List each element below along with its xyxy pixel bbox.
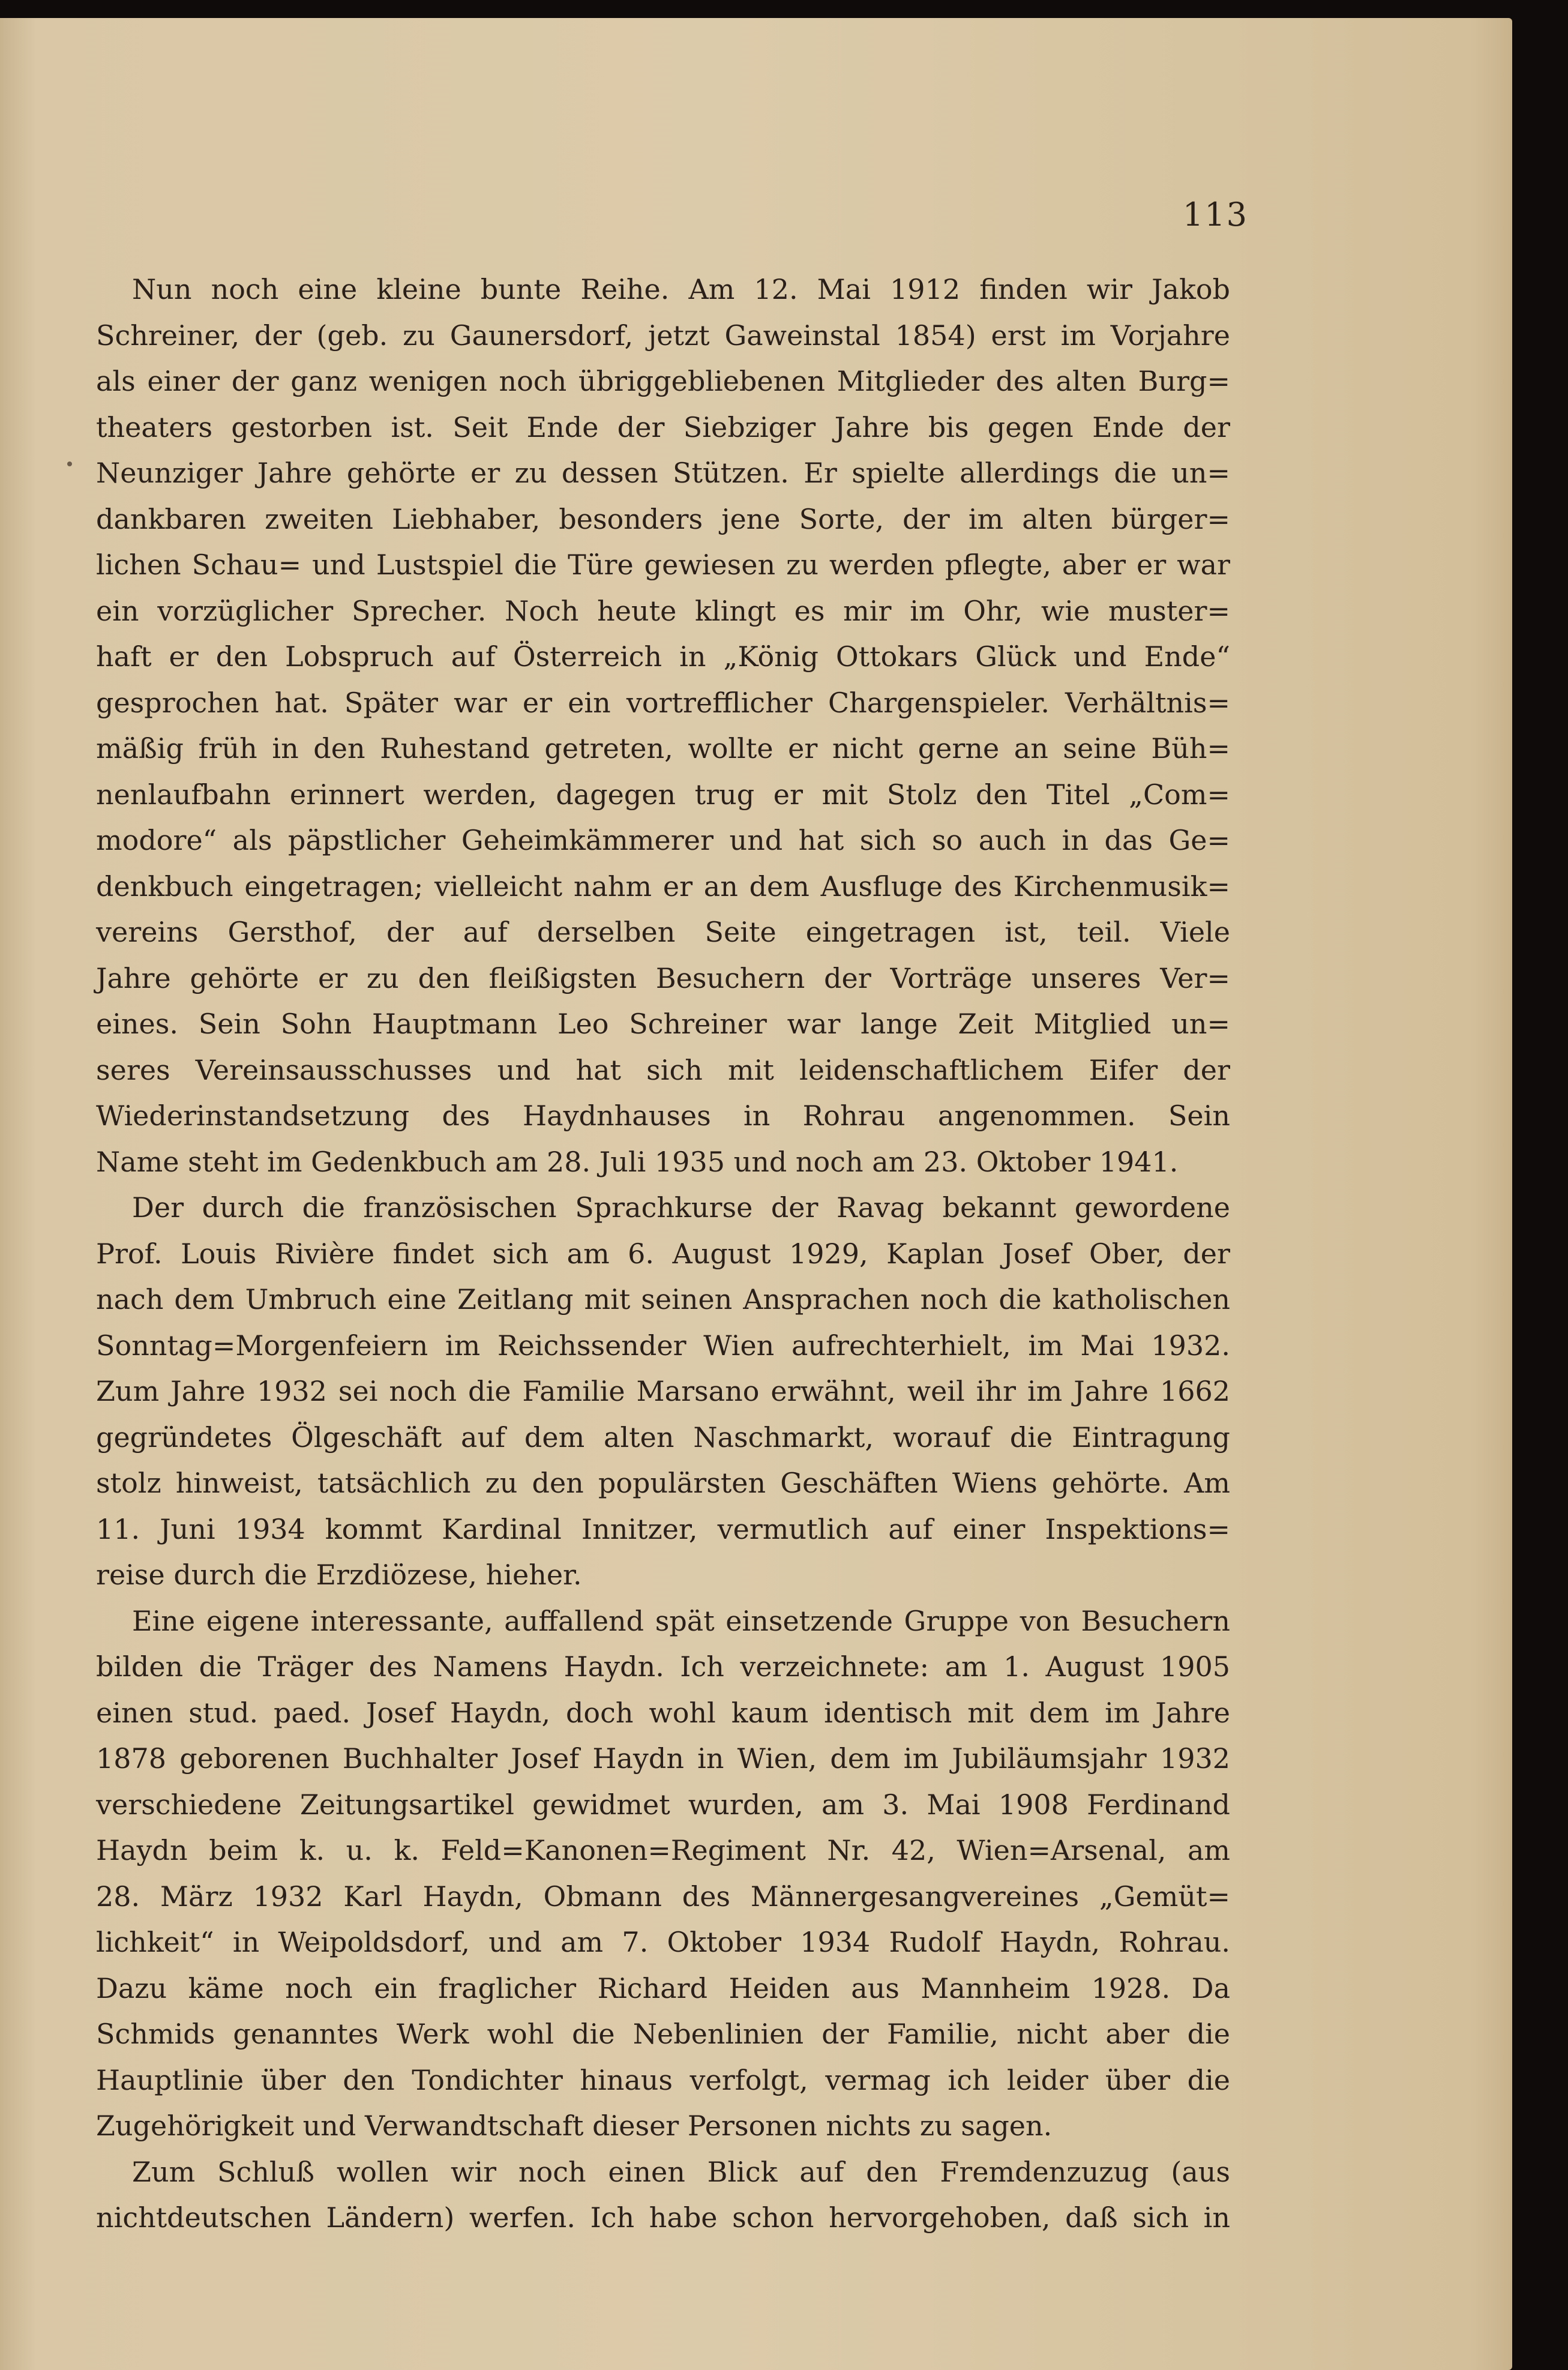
text-line: Zum Schluß wollen wir noch einen Blick auf den Fremdenzuzug (aus	[132, 2155, 1230, 2188]
text-line: nach dem Umbruch eine Zeitlang mit seinen Ansprachen noch die katholischen	[96, 1283, 1230, 1316]
text-line: theaters gestorben ist. Seit Ende der Siebziger Jahre bis gegen Ende der	[96, 411, 1230, 444]
text-line: haft er den Lobspruch auf Österreich in „König Ottokars Glück und Ende“	[96, 640, 1230, 673]
text-line: ein vorzüglicher Sprecher. Noch heute klingt es mir im Ohr, wie muster=	[96, 594, 1230, 627]
body-text	[96, 266, 1230, 2241]
text-line: Wiederinstandsetzung des Haydnhauses in Rohrau angenommen. Sein	[96, 1099, 1230, 1132]
text-line: stolz hinweist, tatsächlich zu den populärsten Geschäften Wiens gehörte. Am	[96, 1467, 1230, 1499]
text-line: gegründetes Ölgeschäft auf dem alten Naschmarkt, worauf die Eintragung	[96, 1421, 1230, 1454]
text-line: vereins Gersthof, der auf derselben Seite eingetragen ist, teil. Viele	[96, 916, 1230, 948]
text-line: lichkeit“ in Weipoldsdorf, und am 7. Oktober 1934 Rudolf Haydn, Rohrau.	[96, 1926, 1230, 1958]
text-line: dankbaren zweiten Liebhaber, besonders jene Sorte, der im alten bürger=	[96, 502, 1230, 535]
text-line: Schreiner, der (geb. zu Gaunersdorf, jetzt Gaweinstal 1854) erst im Vorjahre	[96, 319, 1230, 352]
text-line: Zum Jahre 1932 sei noch die Familie Marsano erwähnt, weil ihr im Jahre 1662	[96, 1375, 1230, 1407]
text-line: reise durch die Erzdiözese, hieher.	[96, 1559, 582, 1591]
text-line: lichen Schau= und Lustspiel die Türe gewiesen zu werden pflegte, aber er war	[96, 549, 1230, 581]
text-line: Der durch die französischen Sprachkurse der Ravag bekannt gewordene	[132, 1191, 1230, 1224]
text-line: einen stud. paed. Josef Haydn, doch wohl kaum identisch mit dem im Jahre	[96, 1696, 1230, 1729]
text-line: nichtdeutschen Ländern) werfen. Ich habe schon hervorgehoben, daß sich in	[96, 2201, 1230, 2234]
margin-mark	[67, 462, 72, 466]
text-line: Schmids genanntes Werk wohl die Nebenlinien der Familie, nicht aber die	[96, 2018, 1230, 2050]
text-line: 1878 geborenen Buchhalter Josef Haydn in Wien, dem im Jubiläumsjahr 1932	[96, 1742, 1230, 1775]
book-page	[0, 18, 1512, 2370]
text-line: 28. März 1932 Karl Haydn, Obmann des Männergesangvereines „Gemüt=	[96, 1880, 1230, 1913]
text-line: Jahre gehörte er zu den fleißigsten Besuchern der Vorträge unseres Ver=	[96, 961, 1230, 994]
text-line: Eine eigene interessante, auffallend spät einsetzende Gruppe von Besuchern	[132, 1604, 1230, 1637]
text-line: als einer der ganz wenigen noch übriggebliebenen Mitglieder des alten Burg=	[96, 365, 1230, 397]
page-number: 113	[1182, 196, 1248, 233]
text-line: Neunziger Jahre gehörte er zu dessen Stützen. Er spielte allerdings die un=	[96, 457, 1230, 489]
text-line: seres Vereinsausschusses und hat sich mit leidenschaftlichem Eifer der	[96, 1053, 1230, 1086]
text-line: Hauptlinie über den Tondichter hinaus verfolgt, vermag ich leider über die	[96, 2063, 1230, 2096]
text-line: Zugehörigkeit und Verwandtschaft dieser Personen nichts zu sagen.	[96, 2110, 1053, 2142]
text-line: nenlaufbahn erinnert werden, dagegen trug er mit Stolz den Titel „Com=	[96, 778, 1230, 811]
text-line: bilden die Träger des Namens Haydn. Ich verzeichnete: am 1. August 1905	[96, 1650, 1230, 1683]
text-line: 11. Juni 1934 kommt Kardinal Innitzer, vermutlich auf einer Inspektions=	[96, 1512, 1230, 1545]
text-line: Dazu käme noch ein fraglicher Richard Heiden aus Mannheim 1928. Da	[96, 1971, 1230, 2005]
text-line: eines. Sein Sohn Hauptmann Leo Schreiner war lange Zeit Mitglied un=	[96, 1008, 1230, 1040]
text-line: Name steht im Gedenkbuch am 28. Juli 1935 und noch am 23. Oktober 1941.	[96, 1145, 1179, 1178]
text-line: Nun noch eine kleine bunte Reihe. Am 12. Mai 1912 finden wir Jakob	[132, 273, 1230, 305]
text-line: mäßig früh in den Ruhestand getreten, wollte er nicht gerne an seine Büh=	[96, 732, 1230, 765]
text-line: Prof. Louis Rivière findet sich am 6. August 1929, Kaplan Josef Ober, der	[96, 1237, 1230, 1270]
text-line: Sonntag=Morgenfeiern im Reichssender Wien aufrechterhielt, im Mai 1932.	[96, 1329, 1230, 1362]
text-line: verschiedene Zeitungsartikel gewidmet wurden, am 3. Mai 1908 Ferdinand	[96, 1788, 1230, 1821]
text-line: Haydn beim k. u. k. Feld=Kanonen=Regiment Nr. 42, Wien=Arsenal, am	[96, 1834, 1230, 1866]
text-line: denkbuch eingetragen; vielleicht nahm er an dem Ausfluge des Kirchenmusik=	[96, 870, 1230, 903]
text-line: modore“ als päpstlicher Geheimkämmerer und hat sich so auch in das Ge=	[96, 824, 1230, 856]
text-line: gesprochen hat. Später war er ein vortrefflicher Chargenspieler. Verhältnis=	[96, 686, 1230, 719]
